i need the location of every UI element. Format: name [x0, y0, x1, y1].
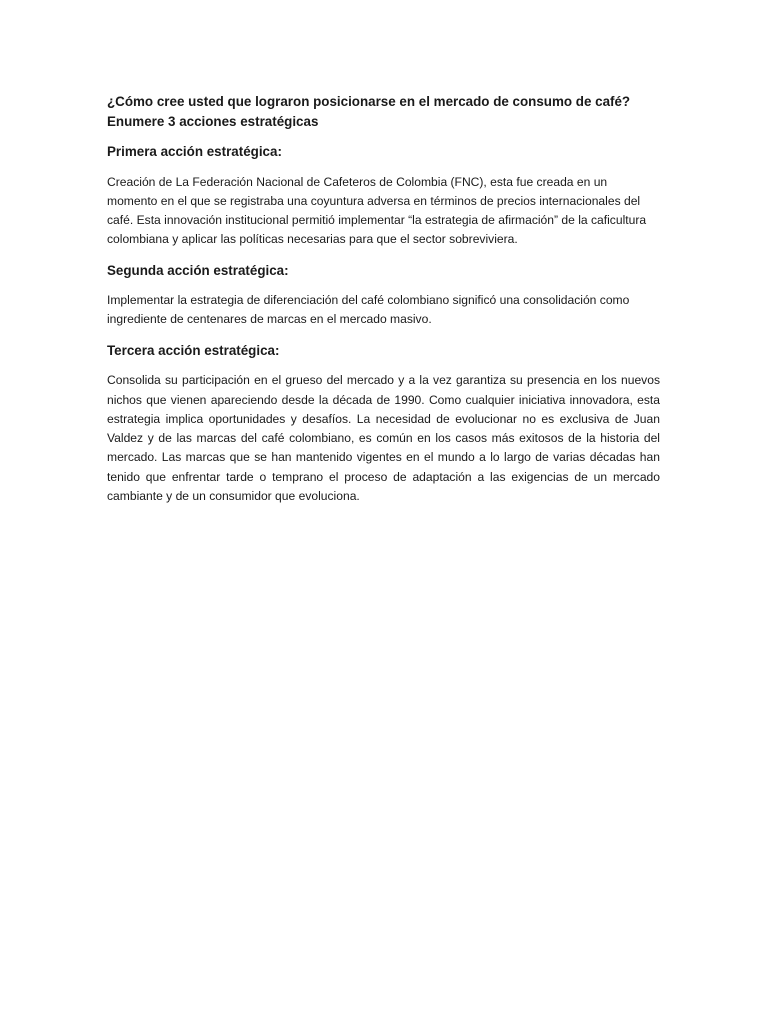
question-line-1: ¿Cómo cree usted que lograron posicionarse en el mercado de consumo de café?: [107, 94, 631, 109]
question-line-2: Enumere 3 acciones estratégicas: [107, 113, 319, 129]
section-heading-first: Primera acción estratégica:: [107, 144, 282, 159]
section-heading-third: Tercera acción estratégica:: [107, 342, 280, 358]
section-body-third: Consolida su participación en el grueso del mercado y a la vez garantiza su presencia en los nuevos nichos que vienen apareciendo desde la década de 1990. Como cualquier iniciativa innovadora, esta estrategia implica oportunidades y desafíos. La necesidad de evolucionar no es exclusiva de Juan Valdez y de las marcas del café colombiano, es común en los casos más exitosos de la historia del mercado. Las marcas que se han mantenido vigentes en el mundo a lo largo de varias décadas han tenido que enfrentar tarde o temprano el proceso de adaptación a las exigencias de un mercado cambiante y de un consumidor que evoluciona.: [107, 373, 660, 504]
section-heading-second: Segunda acción estratégica:: [107, 262, 289, 278]
section-body-second: Implementar la estrategia de diferenciación del café colombiano significó una consolidación como ingrediente de centenares de marcas en el mercado masivo.: [107, 293, 630, 327]
section-body-first: Creación de La Federación Nacional de Cafeteros de Colombia (FNC), esta fue creada en un momento en el que se registraba una coyuntura adversa en términos de precios internacionales del café. Esta innovación institucional permitió implementar “la estrategia de afirmación” de la caficultura colombiana y aplicar las políticas necesarias para que el sector sobreviviera.: [107, 174, 647, 247]
question-title: [107, 92, 660, 131]
document-page: [107, 92, 660, 517]
